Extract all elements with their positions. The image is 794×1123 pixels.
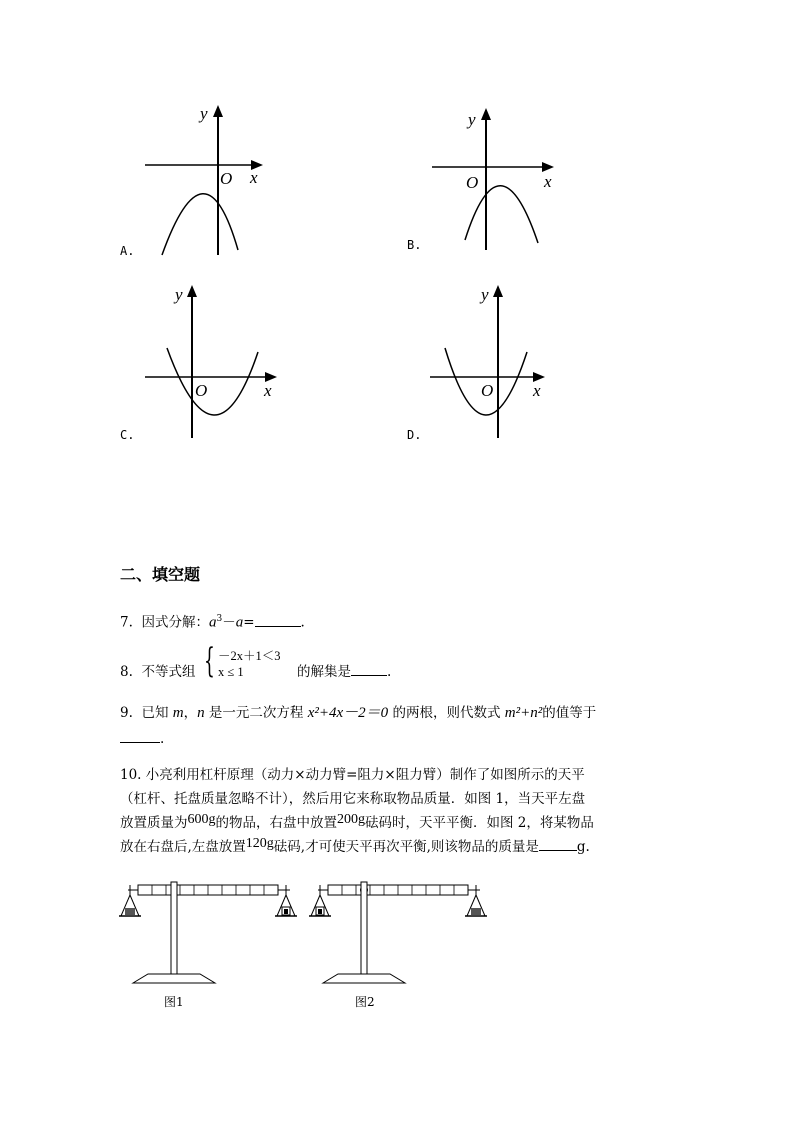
question-text: 已知 bbox=[141, 705, 169, 721]
post bbox=[171, 882, 177, 976]
expr-minus: － bbox=[222, 614, 236, 631]
y-axis-arrow bbox=[213, 105, 223, 117]
text-part: 砝码,才可使天平再次平衡,则该物品的质量是 bbox=[273, 839, 539, 855]
question-9-line-2 bbox=[120, 728, 164, 750]
base bbox=[133, 974, 215, 983]
question-text: 不等式组 bbox=[141, 664, 196, 680]
expr-a2: a bbox=[235, 614, 244, 631]
expr-exponent: 3 bbox=[216, 614, 223, 624]
y-axis-arrow bbox=[493, 285, 503, 297]
question-text: 因式分解： bbox=[141, 614, 209, 631]
question-number: 7. bbox=[120, 614, 133, 631]
x-axis-label: x bbox=[533, 381, 541, 400]
y-axis-arrow bbox=[481, 108, 491, 120]
origin-label: O bbox=[220, 169, 233, 188]
system-line-2: x ≤ 1 bbox=[218, 665, 244, 679]
question-number: 9. bbox=[120, 705, 133, 721]
parabola-curve bbox=[465, 186, 538, 243]
left-pan bbox=[309, 895, 331, 916]
y-axis-label: y bbox=[175, 285, 183, 304]
x-axis-label: x bbox=[264, 381, 272, 400]
question-8 bbox=[120, 661, 195, 683]
question-10-line-3 bbox=[120, 812, 594, 835]
question-text-2: 是一元二次方程 bbox=[208, 705, 304, 721]
parabola-curve bbox=[167, 348, 258, 415]
x-axis-label: x bbox=[544, 172, 552, 191]
var-m: m bbox=[172, 705, 184, 721]
x-axis-label: x bbox=[250, 168, 258, 187]
comma: ， bbox=[183, 705, 198, 721]
question-end: . bbox=[160, 731, 165, 747]
balance-figure-2 bbox=[308, 878, 488, 990]
text-part: 的物品，右盘中放置 bbox=[215, 815, 337, 831]
question-9 bbox=[120, 702, 680, 724]
question-text-3: 的两根，则代数式 bbox=[392, 705, 501, 721]
answer-blank[interactable] bbox=[120, 728, 160, 743]
option-d-label: D. bbox=[407, 428, 422, 442]
mass-600g: 600g bbox=[187, 812, 216, 827]
graph-c bbox=[140, 280, 290, 445]
origin-label: O bbox=[195, 381, 208, 400]
graph-b bbox=[420, 100, 570, 260]
expr-a: a bbox=[208, 614, 217, 631]
question-10-line-2: （杠杆、托盘质量忽略不计），然后用它来称取物品质量．如图 1，当天平左盘 bbox=[120, 791, 586, 807]
parabola-curve bbox=[162, 194, 238, 255]
base bbox=[323, 974, 405, 983]
x-axis-arrow bbox=[542, 162, 554, 172]
question-10-line-4 bbox=[120, 836, 590, 859]
answer-blank[interactable] bbox=[539, 836, 577, 851]
mass-120g: 120g bbox=[245, 836, 274, 851]
figure-2-caption: 图2 bbox=[355, 995, 375, 1009]
y-axis-label: y bbox=[481, 285, 489, 304]
answer-blank[interactable] bbox=[351, 661, 387, 676]
balance-figure-1 bbox=[118, 878, 298, 990]
expr-equals: = bbox=[243, 614, 255, 631]
y-axis-arrow bbox=[187, 285, 197, 297]
answer-blank[interactable] bbox=[255, 612, 301, 627]
origin-label: O bbox=[466, 173, 479, 192]
right-pan bbox=[465, 895, 487, 916]
equation: x²+4x－2＝0 bbox=[307, 705, 389, 721]
right-pan bbox=[275, 895, 297, 916]
post bbox=[361, 882, 367, 976]
origin-label: O bbox=[481, 381, 494, 400]
expression: m²+n² bbox=[504, 705, 543, 721]
question-7 bbox=[120, 608, 305, 634]
text-part: g. bbox=[576, 839, 590, 855]
figure-1-caption: 图1 bbox=[164, 995, 184, 1009]
y-axis-label: y bbox=[468, 110, 476, 129]
option-a-label: A. bbox=[120, 244, 135, 258]
graph-a bbox=[130, 95, 280, 265]
question-10-line-1: 10. 小亮利用杠杆原理（动力×动力臂=阻力×阻力臂）制作了如图所示的天平 bbox=[120, 767, 585, 783]
system-brace: { bbox=[204, 641, 215, 681]
question-number: 8. bbox=[120, 664, 133, 680]
text-part: 放置质量为 bbox=[120, 815, 188, 831]
question-8-tail bbox=[297, 661, 391, 683]
question-text-after: 的解集是 bbox=[297, 664, 351, 680]
option-c-label: C. bbox=[120, 428, 135, 442]
left-pan bbox=[119, 895, 141, 916]
question-end: . bbox=[300, 614, 305, 631]
var-n: n bbox=[197, 705, 205, 721]
system-line-1: －2x＋1＜3 bbox=[218, 649, 281, 663]
section-title: 二、填空题 bbox=[120, 565, 201, 584]
text-part: 放在右盘后,左盘放置 bbox=[120, 839, 246, 855]
question-end: . bbox=[387, 664, 392, 680]
question-text-4: 的值等于 bbox=[542, 705, 597, 721]
text-part: 砝码时，天平平衡．如图 2，将某物品 bbox=[365, 815, 594, 831]
graph-d bbox=[425, 280, 575, 445]
mass-200g: 200g bbox=[337, 812, 365, 827]
option-b-label: B. bbox=[407, 238, 422, 252]
y-axis-label: y bbox=[200, 104, 208, 123]
